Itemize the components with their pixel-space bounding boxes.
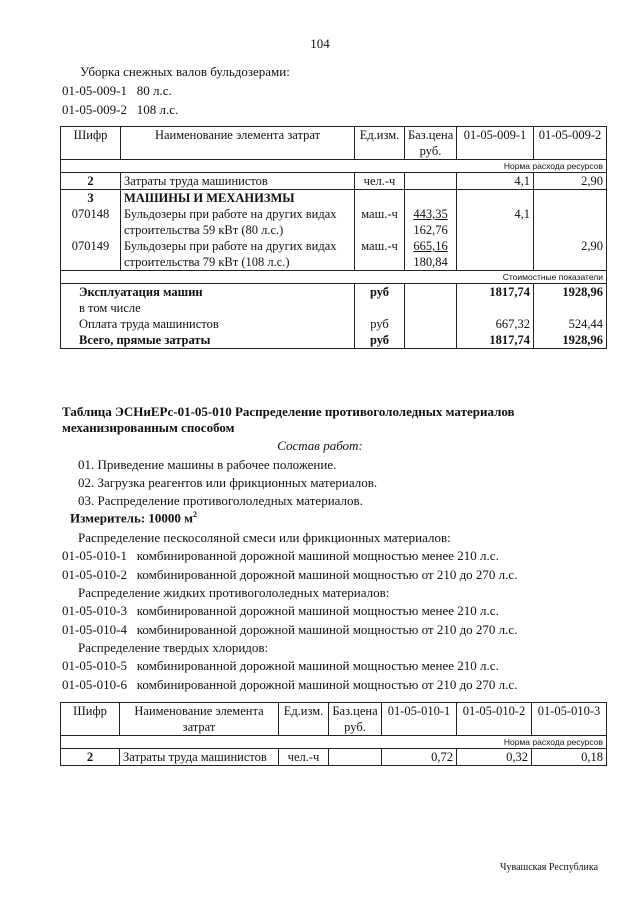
row-name: Оплата труда машинистов (61, 316, 355, 332)
item-text: 108 л.с. (136, 102, 179, 117)
row-unit: руб (355, 332, 405, 349)
footer-region: Чувашская Республика (500, 862, 599, 873)
page-number: 104 (310, 36, 330, 51)
item-code: 01-05-010-1 (62, 548, 127, 563)
item-code: 01-05-010-3 (62, 603, 127, 618)
row-name: Затраты труда машинистов (120, 749, 279, 766)
norm-label: Норма расхода ресурсов (61, 160, 607, 173)
table-row (61, 173, 607, 190)
section1-title: Уборка снежных валов бульдозерами: (80, 64, 290, 79)
meter-text: Измеритель: 10000 м (70, 510, 194, 526)
header-unit: Ед.изм. (279, 703, 329, 736)
row-value-1: 1817,74 (457, 284, 534, 301)
row-unit: маш.-ч (355, 238, 405, 271)
header-name (120, 703, 279, 736)
item-text: комбинированной дорожной машиной мощностью менее 210 л.с. (136, 548, 499, 563)
item-code: 01-05-010-4 (62, 622, 127, 637)
header-col3: 01-05-010-3 (532, 703, 607, 736)
row-code: 3 (61, 190, 121, 207)
header-code: Шифр (61, 703, 120, 736)
table-row (61, 749, 607, 766)
row-value-1: 4,1 (457, 173, 534, 190)
item-code: 01-05-010-5 (62, 658, 127, 673)
row-value-1: 667,32 (457, 316, 534, 332)
row-value-1: 0,72 (382, 749, 457, 766)
table-row (61, 238, 607, 271)
row-value-1 (457, 238, 534, 271)
cost-label: Стоимостные показатели (61, 271, 607, 284)
row-code: 070148 (61, 206, 121, 238)
header-price-line2: руб. (344, 720, 366, 734)
header-unit: Ед.изм. (355, 127, 405, 160)
header-col2: 01-05-010-2 (457, 703, 532, 736)
item-text: комбинированной дорожной машиной мощностью менее 210 л.с. (136, 658, 499, 673)
item-text: комбинированной дорожной машиной мощностью от 210 до 270 л.с. (136, 677, 518, 692)
item-text: комбинированной дорожной машиной мощностью от 210 до 270 л.с. (136, 567, 518, 582)
item-code: 01-05-010-2 (62, 567, 127, 582)
meter-sup: 2 (193, 510, 198, 519)
list-item (62, 567, 517, 583)
row-price (405, 173, 457, 190)
row-code: 2 (61, 173, 121, 190)
work-step: 01. Приведение машины в рабочее положение. (78, 457, 337, 472)
work-step: 03. Распределение противогололедных материалов. (78, 493, 363, 508)
row-name: Бульдозеры при работе на других видах строительства 79 кВт (108 л.с.) (121, 238, 355, 271)
norm-label: Норма расхода ресурсов (61, 736, 607, 749)
item-code: 01-05-009-2 (62, 102, 127, 117)
row-name: Эксплуатация машин (61, 284, 355, 301)
table-row (61, 300, 607, 316)
composition-heading: Состав работ: (277, 438, 363, 453)
work-step: 02. Загрузка реагентов или фрикционных материалов. (78, 475, 378, 490)
header-col2: 01-05-009-2 (534, 127, 607, 160)
header-price-line1: Баз.цена (408, 128, 454, 142)
header-price (329, 703, 382, 736)
row-value-2: 2,90 (534, 173, 607, 190)
row-price (329, 749, 382, 766)
row-code: 070149 (61, 238, 121, 271)
row-name: Затраты труда машинистов (121, 173, 355, 190)
header-name: Наименование элемента затрат (121, 127, 355, 160)
table-title-line1: Таблица ЭСНиЕРс-01-05-010 Распределение противогололедных материалов (62, 404, 515, 419)
resource-table-1 (60, 126, 607, 349)
table-title-line2: механизированным способом (62, 420, 235, 435)
group-heading: Распределение пескосоляной смеси или фрикционных материалов: (78, 530, 451, 545)
row-unit: руб (355, 284, 405, 301)
item-text: 80 л.с. (136, 83, 172, 98)
row-unit: чел.-ч (279, 749, 329, 766)
list-item (62, 677, 517, 693)
row-price: 665,16 180,84 (405, 238, 457, 271)
header-code: Шифр (61, 127, 121, 160)
row-value-2: 2,90 (534, 238, 607, 271)
item-code: 01-05-010-6 (62, 677, 127, 692)
row-value-1: 4,1 (457, 206, 534, 238)
header-price-line1: Баз.цена (332, 704, 378, 718)
row-value-2 (534, 206, 607, 238)
item-code: 01-05-009-1 (62, 83, 127, 98)
resource-table-2 (60, 702, 607, 766)
row-unit: маш.-ч (355, 206, 405, 238)
row-code: 2 (61, 749, 120, 766)
list-item (62, 548, 499, 564)
item-text: комбинированной дорожной машиной мощностью от 210 до 270 л.с. (136, 622, 518, 637)
group-heading: Распределение твердых хлоридов: (78, 640, 269, 655)
table-row (61, 284, 607, 301)
row-name: МАШИНЫ И МЕХАНИЗМЫ (121, 190, 355, 207)
header-name-line1: Наименование элемента (134, 704, 264, 718)
row-name: Бульдозеры при работе на других видах строительства 59 кВт (80 л.с.) (121, 206, 355, 238)
row-name: в том числе (61, 300, 355, 316)
row-value-2: 0,32 (457, 749, 532, 766)
section1-item (62, 83, 172, 99)
header-price (405, 127, 457, 160)
header-col1: 01-05-009-1 (457, 127, 534, 160)
list-item (62, 603, 499, 619)
section1-item (62, 102, 178, 118)
row-value-3: 0,18 (532, 749, 607, 766)
table-row (61, 332, 607, 349)
list-item (62, 658, 499, 674)
header-price-line2: руб. (419, 144, 442, 158)
table-row (61, 190, 607, 207)
header-name-line2: затрат (182, 720, 216, 734)
table-row (61, 206, 607, 238)
group-heading: Распределение жидких противогололедных материалов: (78, 585, 390, 600)
row-price: 443,35 162,76 (405, 206, 457, 238)
row-value-2: 524,44 (534, 316, 607, 332)
row-name: Всего, прямые затраты (61, 332, 355, 349)
table-row (61, 316, 607, 332)
row-unit: чел.-ч (355, 173, 405, 190)
item-text: комбинированной дорожной машиной мощностью менее 210 л.с. (136, 603, 499, 618)
row-value-2: 1928,96 (534, 284, 607, 301)
row-value-1: 1817,74 (457, 332, 534, 349)
list-item (62, 622, 517, 638)
row-unit: руб (355, 316, 405, 332)
meter (70, 510, 197, 526)
row-value-2: 1928,96 (534, 332, 607, 349)
header-col1: 01-05-010-1 (382, 703, 457, 736)
